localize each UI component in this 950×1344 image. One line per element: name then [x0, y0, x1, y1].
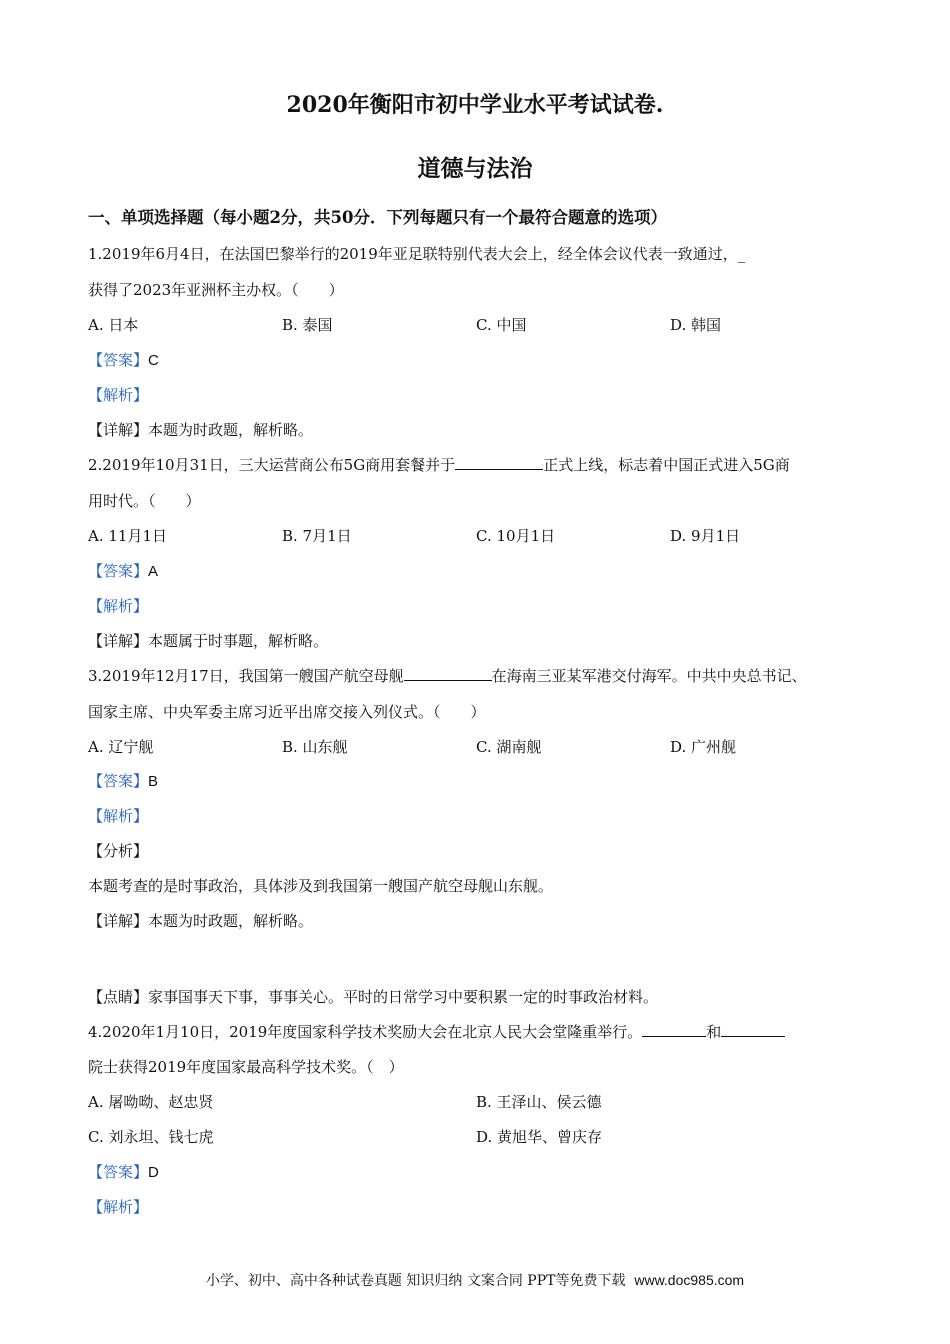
q4-option-b: B. 王泽山、侯云德 [476, 1093, 602, 1111]
footer-url: www.doc985.com [634, 1272, 745, 1288]
q3-option-d: D. 广州舰 [670, 738, 737, 756]
q2-option-b: B. 7月1日 [282, 527, 352, 545]
q4-stem-line2: 院士获得2019年度国家最高科学技术奖。（ ） [88, 1058, 404, 1076]
q3-detail: 【详解】本题为时政题，解析略。 [88, 912, 314, 930]
q2-stem-line1: 2.2019年10月31日，三大运营商公布5G商用套餐并于 正式上线，标志着中国正式进入5G商 [88, 456, 790, 474]
q3-stem-line2: 国家主席、中央军委主席习近平出席交接入列仪式。（ ） [88, 703, 486, 721]
q1-stem-line2: 获得了2023年亚洲杯主办权。（ ） [88, 281, 344, 299]
q1-stem-line1: 1.2019年6月4日，在法国巴黎举行的2019年亚足联特别代表大会上，经全体会议代表一致通过，_ [88, 245, 746, 263]
q1-option-d: D. 韩国 [670, 316, 722, 334]
q4-blank-1 [642, 1022, 706, 1037]
q3-option-b: B. 山东舰 [282, 738, 348, 756]
q3-answer: 【答案】B [88, 772, 159, 790]
q3-option-a: A. 辽宁舰 [88, 738, 154, 756]
page-footer: 小学、初中、高中各种试卷真题 知识归纳 文案合同 PPT等免费下载 www.doc985.com [205, 1272, 745, 1289]
q3-fenxi: 本题考查的是时事政治，具体涉及到我国第一艘国产航空母舰山东舰。 [88, 877, 554, 895]
q4-blank-2 [721, 1022, 785, 1037]
q3-answer-blank [404, 666, 492, 681]
q4-stem-line1: 4.2020年1月10日，2019年度国家科学技术奖励大会在北京人民大会堂隆重举行。 和 [88, 1021, 785, 1042]
q2-answer: 【答案】A [88, 562, 159, 580]
q4-answer: 【答案】D [88, 1163, 159, 1181]
q2-option-a: A. 11月1日 [88, 527, 167, 545]
q1-analysis-tag: 【解析】 [88, 386, 149, 404]
q3-option-c: C. 湖南舰 [476, 738, 542, 756]
q2-option-d: D. 9月1日 [670, 527, 741, 545]
q4-option-c: C. 刘永坦、钱七虎 [88, 1128, 214, 1146]
q4-option-a: A. 屠呦呦、赵忠贤 [88, 1093, 214, 1111]
q3-fenxi-tag: 【分析】 [88, 842, 149, 860]
q2-option-c: C. 10月1日 [476, 527, 556, 545]
q2-answer-blank [455, 455, 543, 470]
q2-analysis-tag: 【解析】 [88, 597, 149, 615]
q1-option-c: C. 中国 [476, 316, 527, 334]
q1-option-a: A. 日本 [88, 316, 139, 334]
q2-stem-line2: 用时代。（ ） [88, 492, 201, 510]
q4-option-d: D. 黄旭华、曾庆存 [476, 1128, 603, 1146]
q1-detail: 【详解】本题为时政题，解析略。 [88, 421, 314, 439]
section-heading: 一、单项选择题（每小题2分，共50分．下列每题只有一个最符合题意的选项） [88, 208, 667, 227]
subject-title: 道德与法治 [417, 155, 533, 182]
q4-analysis-tag: 【解析】 [88, 1198, 149, 1216]
q3-dianjing: 【点睛】家事国事天下事，事事关心。平时的日常学习中要积累一定的时事政治材料。 [88, 988, 659, 1006]
q3-stem-line1: 3.2019年12月17日，我国第一艘国产航空母舰 在海南三亚某军港交付海军。中共中央总书记、 [88, 667, 807, 685]
q2-detail: 【详解】本题属于时事题，解析略。 [88, 632, 329, 650]
q1-answer: 【答案】C [88, 351, 159, 369]
exam-title: 2020年衡阳市初中学业水平考试试卷. [286, 92, 664, 118]
q3-analysis-tag: 【解析】 [88, 807, 149, 825]
q1-option-b: B. 泰国 [282, 316, 333, 334]
